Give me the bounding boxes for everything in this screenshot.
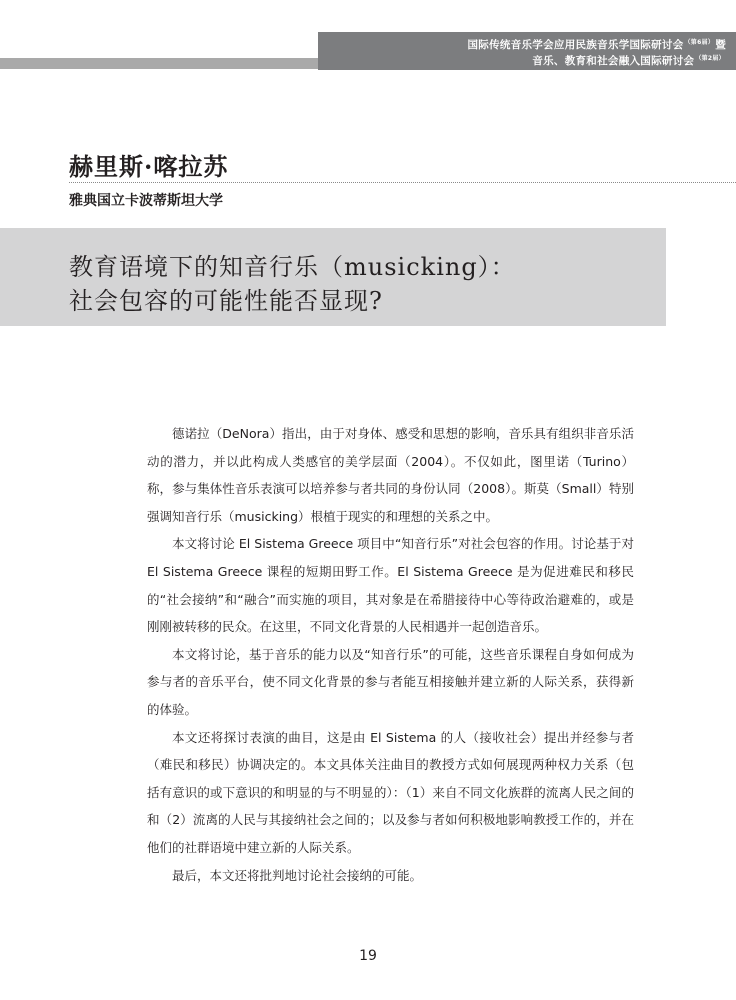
paragraph: 最后，本文还将批判地讨论社会接纳的可能。 bbox=[172, 867, 423, 883]
header-strip bbox=[0, 58, 363, 69]
paper-title-box bbox=[0, 228, 666, 326]
paragraph: 本文还将探讨表演的曲目，这是由 El Sistema 的人（接收社会）提出并经参与者（难民和移民）协调决定的。本文具体关注曲目的教授方式如何展现两种权力关系（包括有意识的或下意识的和明显的与不明显的）：（1）来自不同文化族群的流离人民之间的和（2）流离的人民与其接纳社会之间的；以及参与者如何积极地影响教授工作的，并在他们的社群语境中建立新的人际关系。 bbox=[147, 729, 634, 855]
paper-title-line1: 教育语境下的知音行乐（musicking）： bbox=[69, 253, 516, 281]
paragraph: 本文将讨论 El Sistema Greece 项目中“知音行乐”对社会包容的作用。讨论基于对 El Sistema Greece 课程的短期田野工作。El Sistema Greece 是为促进难民和移民的“社会接纳”和“融合”而实施的项目，其对象是在希腊接待中心等待政治避难的，或是刚刚被转移的民众。在这里，不同文化背景的人民相遇并一起创造音乐。 bbox=[147, 536, 634, 635]
conference-title-line1: 国际传统音乐学会应用民族音乐学国际研讨会$^{(第6届)}$暨 bbox=[467, 39, 726, 51]
page-number: 19 bbox=[359, 948, 377, 964]
author-name: 赫里斯·喀拉苏 bbox=[69, 152, 229, 181]
abstract-body bbox=[147, 420, 634, 889]
conference-header bbox=[318, 32, 736, 70]
paragraph: 本文将讨论，基于音乐的能力以及“知音行乐”的可能，这些音乐课程自身如何成为参与者的音乐平台，使不同文化背景的参与者能互相接触并建立新的人际关系，获得新的体验。 bbox=[147, 646, 634, 717]
conference-title-line2: 音乐、教育和社会融入国际研讨会$^{(第2届)}$ bbox=[532, 55, 725, 67]
author-affiliation: 雅典国立卡波蒂斯坦大学 bbox=[69, 193, 223, 209]
paper-title-line2: 社会包容的可能性能否显现? bbox=[69, 287, 383, 315]
paragraph: 德诺拉（DeNora）指出，由于对身体、感受和思想的影响，音乐具有组织非音乐活动的潜力，并以此构成人类感官的美学层面（2004）。不仅如此，图里诺（Turino）称，参与集体性音乐表演可以培养参与者共同的身份认同（2008）。斯莫（Small）特别强调知音行乐（musicking）根植于现实的和理想的关系之中。 bbox=[147, 426, 634, 524]
dotted-divider bbox=[69, 182, 736, 183]
